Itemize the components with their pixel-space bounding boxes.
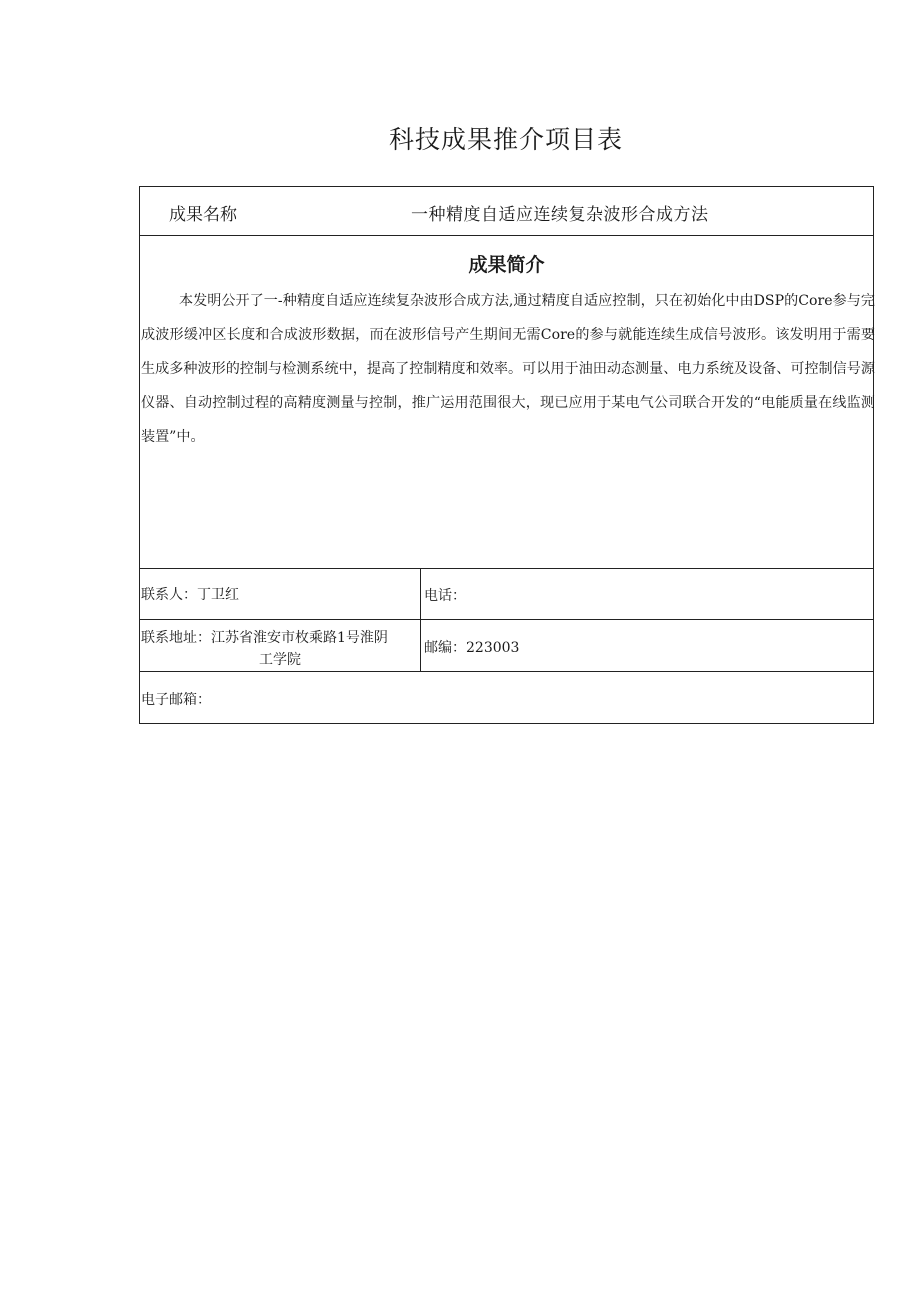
project-table [139, 186, 874, 724]
page-title: 科技成果推介项目表 [388, 125, 623, 154]
intro-paragraph: 本发明公开了一-种精度自适应连续复杂波形合成方法,通过精度自适应控制，只在初始化中由DSP的Core参与完成波形缓冲区长度和合成波形数据，而在波形信号产生期间无需Core的参与就能连续生成信号波形。该发明用于需要生成多种波形的控制与检测系统中，提高了控制精度和效率。可以用于油田动态测量、电力系统及设备、可控制信号源仪器、自动控制过程的高精度测量与控制，推广运用范围很大，现已应用于某电气公司联合开发的“电能质量在线监测装置”中。 [141, 293, 875, 445]
column-divider [420, 620, 421, 671]
email-row [140, 672, 873, 724]
address-field [141, 627, 419, 671]
intro-heading: 成果简介 [468, 254, 545, 276]
achievement-name-value: 一种精度自适应连续复杂波形合成方法 [411, 205, 709, 225]
column-divider [420, 569, 421, 619]
address-line-1: 联系地址：江苏省淮安市枚乘路1号淮阴 [141, 630, 388, 646]
contact-row [140, 569, 873, 620]
postcode-field: 邮编：223003 [424, 640, 520, 656]
achievement-intro-row [140, 236, 873, 569]
phone-field: 电话： [424, 588, 466, 604]
address-row [140, 620, 873, 672]
contact-person: 联系人：丁卫红 [141, 587, 239, 603]
achievement-name-row [140, 187, 873, 236]
email-field: 电子邮箱： [141, 692, 211, 708]
achievement-name-label: 成果名称 [169, 205, 237, 225]
address-line-2: 工学院 [259, 652, 301, 668]
